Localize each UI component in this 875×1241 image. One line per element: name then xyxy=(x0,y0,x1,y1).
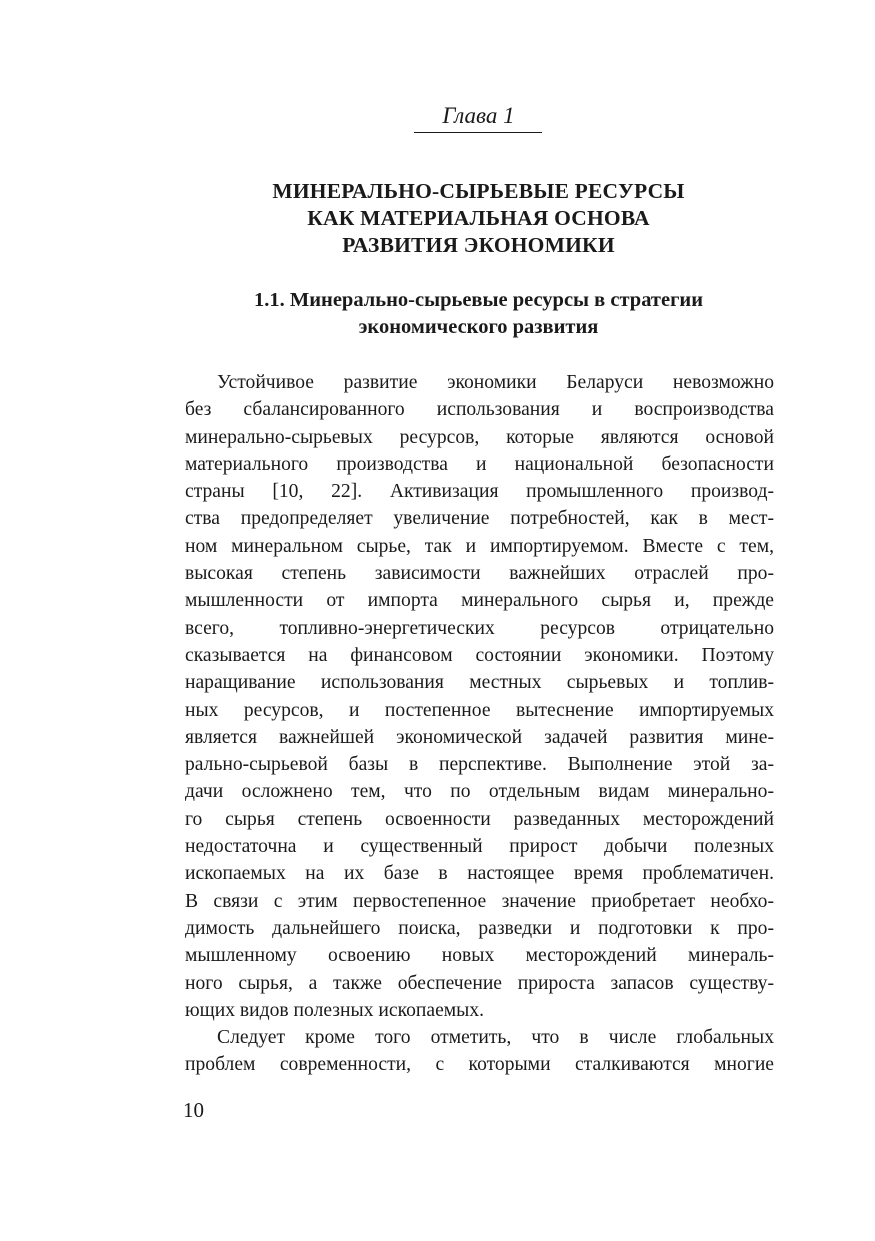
text-line: всего, топливно-энергетических ресурсов отрицательно xyxy=(185,617,774,639)
chapter-underline xyxy=(414,132,542,133)
text-line: высокая степень зависимости важнейших отраслей про- xyxy=(185,563,774,585)
paragraph-1 xyxy=(185,369,774,1024)
chapter-label: Глава 1 xyxy=(442,103,515,128)
text-line: ископаемых на их базе в настоящее время проблематичен. xyxy=(185,863,774,885)
text-line: недостаточна и существенный прирост добычи полезных xyxy=(185,836,774,858)
text-line: ном минеральном сырье, так и импортируемом. Вместе с тем, xyxy=(185,535,774,557)
text-line: Устойчивое развитие экономики Беларуси невозможно xyxy=(217,372,774,393)
text-line: мышленному освоению новых месторождений минераль- xyxy=(185,945,774,967)
body-text xyxy=(185,369,774,1079)
text-line: минерально-сырьевых ресурсов, которые являются основой xyxy=(185,426,774,448)
text-line: материального производства и национальной безопасности xyxy=(185,453,774,475)
chapter-title-line: РАЗВИТИЯ ЭКОНОМИКИ xyxy=(342,233,615,257)
text-line: проблем современности, с которыми сталкиваются многие xyxy=(185,1054,774,1076)
text-line: является важнейшей экономической задачей развития мине- xyxy=(185,726,774,748)
text-line: мышленности от импорта минерального сырья и, прежде xyxy=(185,590,774,612)
text-line: Следует кроме того отметить, что в числе глобальных xyxy=(217,1027,774,1049)
text-line: рально-сырьевой базы в перспективе. Выполнение этой за- xyxy=(185,754,774,776)
text-line: го сырья степень освоенности разведанных месторождений xyxy=(185,808,774,830)
text-line: димость дальнейшего поиска, разведки и подготовки к про- xyxy=(185,917,774,939)
text-line: ства предопределяет увеличение потребностей, как в мест- xyxy=(185,508,774,530)
text-line: ных ресурсов, и постепенное вытеснение импортируемых xyxy=(185,699,774,721)
section-title-line: 1.1. Минерально-сырьевые ресурсы в стратегии xyxy=(253,289,704,311)
chapter-title xyxy=(0,178,875,259)
text-line: наращивание использования местных сырьевых и топлив- xyxy=(185,672,774,694)
text-line: ного сырья, а также обеспечение прироста запасов существу- xyxy=(185,972,774,994)
text-line: В связи с этим первостепенное значение приобретает необхо- xyxy=(185,890,774,912)
text-line: дачи осложнено тем, что по отдельным видам минерально- xyxy=(185,781,774,803)
page-number: 10 xyxy=(183,1098,204,1122)
text-line: без сбалансированного использования и воспроизводства xyxy=(185,399,774,421)
text-line: ющих видов полезных ископаемых. xyxy=(185,999,485,1021)
chapter-title-line: МИНЕРАЛЬНО-СЫРЬЕВЫЕ РЕСУРСЫ xyxy=(272,179,685,203)
text-line: сказывается на финансовом состоянии экономики. Поэтому xyxy=(185,644,774,666)
text-line: страны [10, 22]. Активизация промышленного производ- xyxy=(185,481,774,503)
chapter-title-line: КАК МАТЕРИАЛЬНАЯ ОСНОВА xyxy=(307,206,650,230)
paragraph-2 xyxy=(185,1024,774,1079)
section-title-line: экономического развития xyxy=(358,316,599,338)
section-title xyxy=(0,287,875,341)
